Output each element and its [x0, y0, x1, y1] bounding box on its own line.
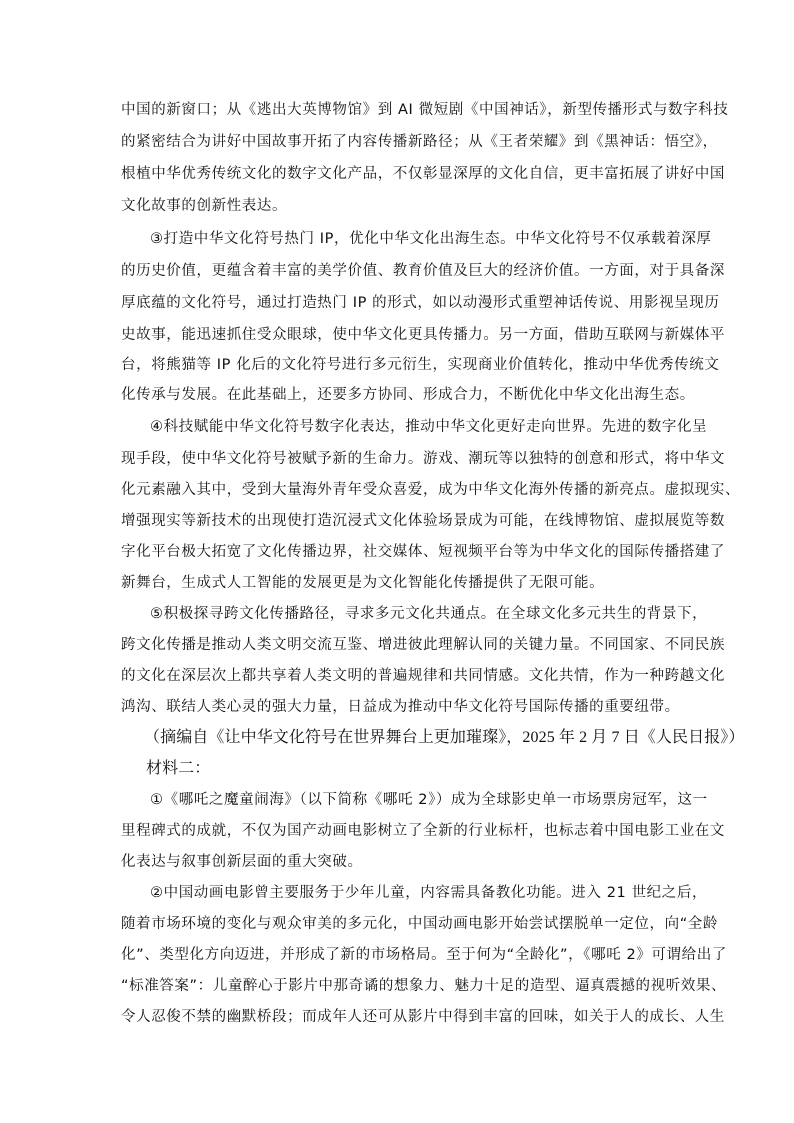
text-line: ④科技赋能中华文化符号数字化表达，推动中华文化更好走向世界。先进的数字化呈 — [150, 419, 708, 435]
text-line: 台，将熊猫等 IP 化后的文化符号进行多元衍生，实现商业价值转化，推动中华优秀传统文 — [121, 357, 720, 373]
text-line: 跨文化传播是推动人类文明交流互鉴、增进彼此理解认同的关键力量。不同国家、不同民族 — [121, 637, 725, 653]
text-line: 字化平台极大拓宽了文化传播边界，社交媒体、短视频平台等为中华文化的国际传播搭建了 — [121, 544, 725, 560]
text-line: ①《哪吒之魔童闹海》（以下简称《哪吒 2》）成为全球影史单一市场票房冠军，这一 — [150, 792, 708, 808]
text-line: 增强现实等新技术的出现使打造沉浸式文化体验场景成为可能，在线博物馆、虚拟展览等数 — [121, 513, 725, 529]
text-line: 的紧密结合为讲好中国故事开拓了内容传播新路径；从《王者荣耀》到《黑神话：悟空》， — [121, 134, 718, 150]
text-line: 厚底蕴的文化符号，通过打造热门 IP 的形式，如以动漫形式重塑神话传说、用影视呈现历 — [121, 295, 720, 311]
text-line: ②中国动画电影曾主要服务于少年儿童，内容需具备教化功能。进入 21 世纪之后， — [150, 885, 708, 901]
section-heading: 材料二： — [146, 760, 211, 777]
text-line: 中国的新窗口；从《逃出大英博物馆》到 AI 微短剧《中国神话》，新型传播形式与数字科技 — [121, 102, 729, 118]
text-line: 现手段，使中华文化符号被赋予新的生命力。游戏、潮玩等以独特的创意和形式，将中华文 — [121, 451, 725, 467]
text-line: 鸿沟、联结人类心灵的强大力量，日益成为推动中华文化符号国际传播的重要纽带。 — [121, 699, 680, 715]
text-line: 化表达与叙事创新层面的重大突破。 — [121, 854, 363, 870]
text-line: 令人忍俊不禁的幽默桥段；而成年人还可从影片中得到丰富的回味，如关于人的成长、人生 — [121, 1009, 725, 1025]
text-line: 随着市场环境的变化与观众审美的多元化，中国动画电影开始尝试摆脱单一定位，向“全龄 — [121, 916, 719, 932]
text-line: 史故事，能迅速抓住受众眼球，使中华文化更具传播力。另一方面，借助互联网与新媒体平 — [121, 327, 725, 343]
source-citation: （摘编自《让中华文化符号在世界舞台上更加璀璨》，2025 年 2 月 7 日《人民日报》） — [144, 729, 745, 746]
text-line: ⑤积极探寻跨文化传播路径，寻求多元文化共通点。在全球文化多元共生的背景下， — [150, 606, 708, 622]
text-line: “标准答案”：儿童醉心于影片中那奇谲的想象力、魅力十足的造型、逼真震撼的视听效果、 — [121, 978, 727, 994]
text-line: 里程碑式的成就，不仅为国产动画电影树立了全新的行业标杆，也标志着中国电影工业在文 — [121, 823, 725, 839]
text-line: 文化故事的创新性表达。 — [121, 198, 288, 214]
text-line: 化元素融入其中，受到大量海外青年受众喜爱，成为中华文化海外传播的新亮点。虚拟现实、 — [121, 482, 741, 498]
text-line: 化”、类型化方向迈进，并形成了新的市场格局。至于何为“全龄化”，《哪吒 2》可谓给出了 — [121, 947, 727, 963]
text-line: ③打造中华文化符号热门 IP，优化中华文化出海生态。中华文化符号不仅承载着深厚 — [150, 231, 712, 247]
text-line: 的文化在深层次上都共享着人类文明的普遍规律和共同情感。文化共情，作为一种跨越文化 — [121, 668, 725, 684]
text-line: 的历史价值，更蕴含着丰富的美学价值、教育价值及巨大的经济价值。一方面，对于具备深 — [121, 263, 725, 279]
text-line: 化传承与发展。在此基础上，还要多方协同、形成合力，不断优化中华文化出海生态。 — [121, 387, 695, 403]
text-line: 新舞台，生成式人工智能的发展更是为文化智能化传播提供了无限可能。 — [121, 575, 605, 591]
text-line: 根植中华优秀传统文化的数字文化产品，不仅彰显深厚的文化自信，更丰富拓展了讲好中国 — [121, 166, 725, 182]
